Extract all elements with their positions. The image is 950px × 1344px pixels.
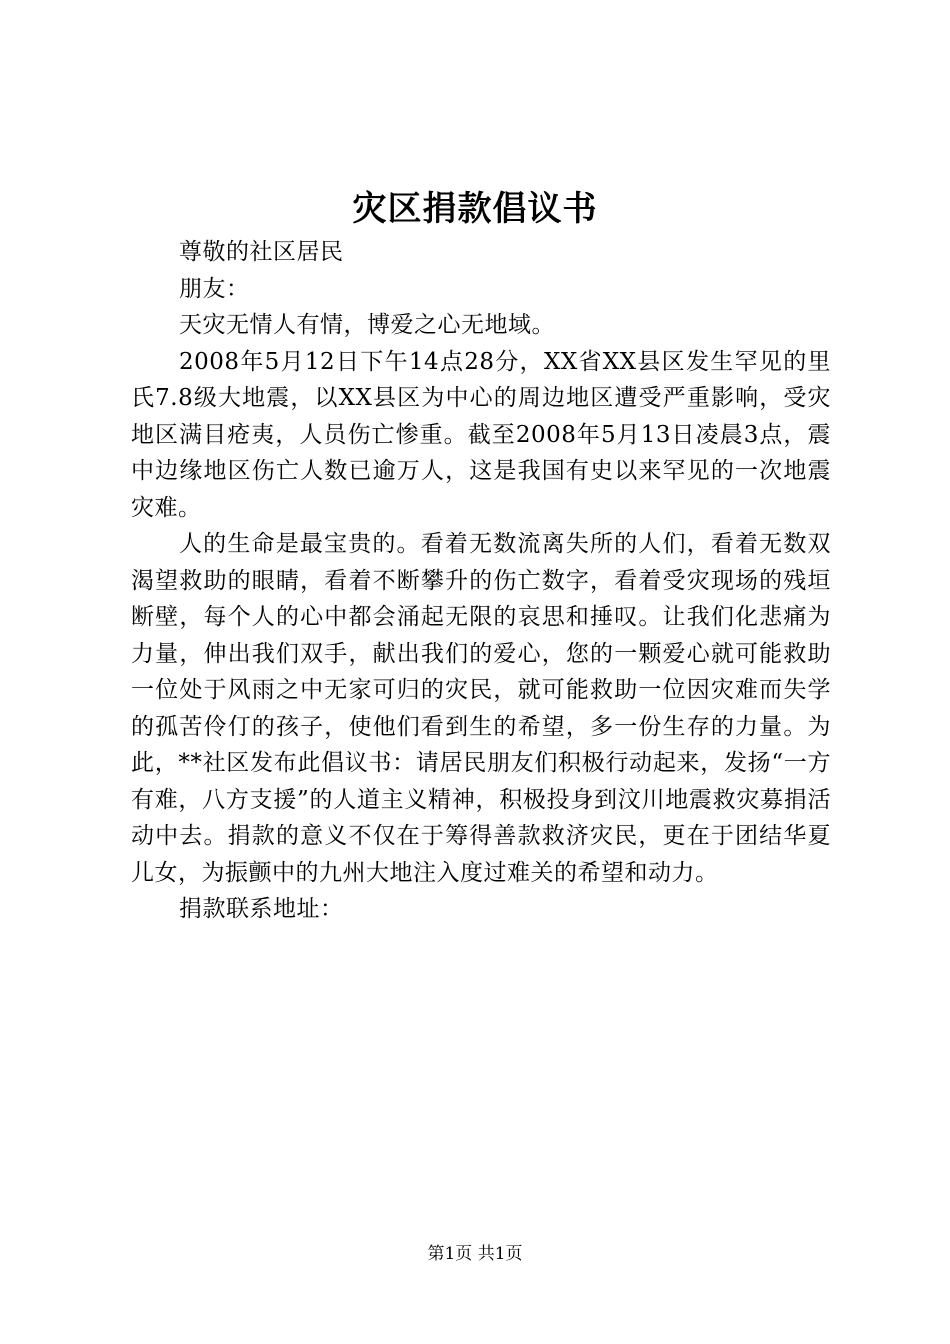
opening-paragraph: 天灾无情人有情，博爱之心无地域。 (179, 312, 555, 338)
appeal-paragraph: 人的生命是最宝贵的。看着无数流离失所的人们，看着无数双渴望救助的眼睛，看着不断攀升的伤亡数字，看着受灾现场的残垣断壁，每个人的心中都会涌起无限的哀思和捶叹。让我们化悲痛为力量，伸出我们双手，献出我们的爱心，您的一颗爱心就可能救助一位处于风雨之中无家可归的灾民，就可能救助一位因灾难而失学的孤苦伶仃的孩子，使他们看到生的希望，多一份生存的力量。为此，**社区发布此倡议书：请居民朋友们积极行动起来，发扬“一方有难，八方支援”的人道主义精神，积极投身到汶川地震救灾募捐活动中去。捐款的意义不仅在于筹得善款救济灾民，更在于团结华夏儿女，为振颤中的九州大地注入度过难关的希望和动力。 (131, 531, 831, 886)
page-number-footer: 第1页 共1页 (427, 1244, 523, 1264)
earthquake-paragraph: 2008年5月12日下午14点28分，XX省XX县区发生罕见的里氏7.8级大地震，以XX县区为中心的周边地区遭受严重影响，受灾地区满目疮夷，人员伤亡惨重。截至2008年5月13日凌晨3点，震中边缘地区伤亡人数已逾万人，这是我国有史以来罕见的一次地震灾难。 (131, 348, 831, 521)
contact-address-line: 捐款联系地址： (179, 896, 344, 922)
salutation-line-1: 尊敬的社区居民 (179, 239, 344, 265)
document-title: 灾区捐款倡议书 (352, 189, 598, 229)
document-body (131, 234, 831, 928)
salutation-line-2: 朋友： (179, 275, 250, 302)
